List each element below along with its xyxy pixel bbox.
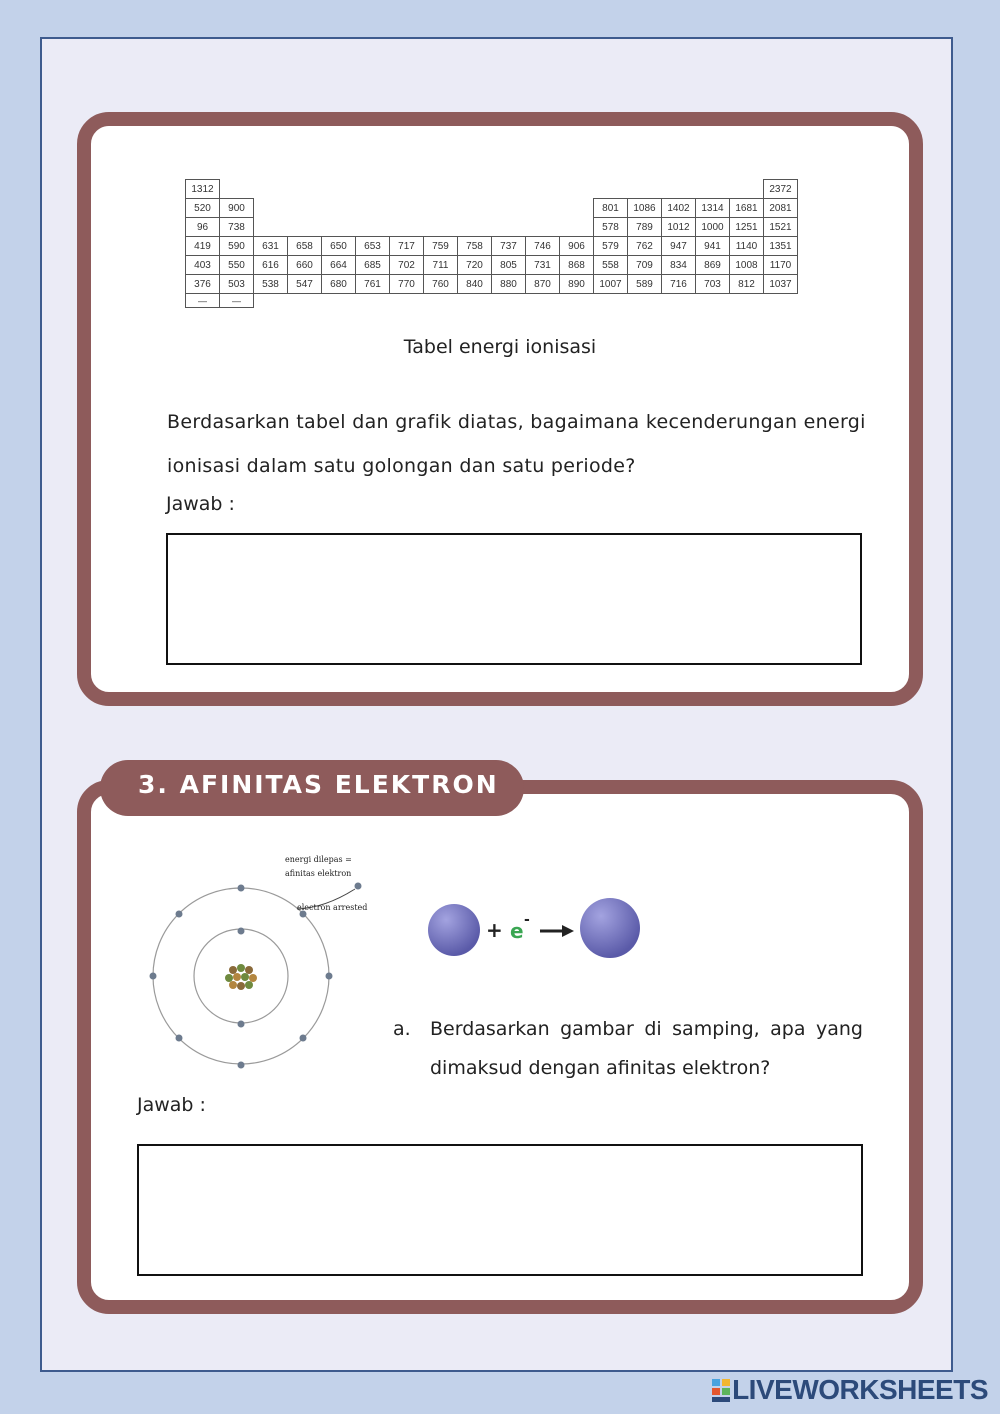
table-cell: 96 (186, 218, 220, 237)
table-row (186, 237, 798, 256)
table-cell: — (220, 294, 254, 308)
table-cell (424, 218, 458, 237)
table-cell (458, 294, 492, 308)
table-cell (662, 294, 696, 308)
table-cell: 650 (322, 237, 356, 256)
table-cell: 1012 (662, 218, 696, 237)
table-cell: 1314 (696, 199, 730, 218)
table-cell (288, 218, 322, 237)
table-cell: 664 (322, 256, 356, 275)
table-cell (424, 199, 458, 218)
table-cell: 1086 (628, 199, 662, 218)
table-cell: 1402 (662, 199, 696, 218)
table-cell: 869 (696, 256, 730, 275)
reaction-diagram (424, 892, 644, 966)
table-cell (390, 199, 424, 218)
table-cell: 1521 (764, 218, 798, 237)
table-cell: 870 (526, 275, 560, 294)
table-cell (288, 294, 322, 308)
table-cell (356, 294, 390, 308)
table-cell: 616 (254, 256, 288, 275)
table-cell (322, 199, 356, 218)
table-cell (730, 180, 764, 199)
electron-symbol: e (510, 919, 524, 943)
table-cell: 703 (696, 275, 730, 294)
answer-box-2[interactable] (137, 1144, 863, 1276)
table-cell (458, 218, 492, 237)
table-cell: 731 (526, 256, 560, 275)
table-cell (390, 294, 424, 308)
table-cell (594, 180, 628, 199)
table-cell: 631 (254, 237, 288, 256)
answer-label-1: Jawab : (166, 493, 235, 515)
table-cell (526, 180, 560, 199)
table-cell: 1351 (764, 237, 798, 256)
table-cell (254, 218, 288, 237)
table-cell (594, 294, 628, 308)
table-cell (288, 199, 322, 218)
question-a-text: Berdasarkan gambar di samping, apa yang dimaksud dengan afinitas elektron? (430, 1018, 863, 1079)
table-cell (696, 294, 730, 308)
table-cell (220, 180, 254, 199)
table-cell (254, 180, 288, 199)
table-cell (458, 180, 492, 199)
table-cell (424, 180, 458, 199)
table-cell: 738 (220, 218, 254, 237)
table-row (186, 218, 798, 237)
answer-box-1[interactable] (166, 533, 862, 665)
brand-logo (712, 1372, 988, 1408)
ionization-energy-table (185, 179, 798, 308)
table-cell: 685 (356, 256, 390, 275)
table-cell: 1681 (730, 199, 764, 218)
table-cell (560, 199, 594, 218)
table-cell: 760 (424, 275, 458, 294)
table-cell (730, 294, 764, 308)
question-a-marker: a. (393, 1018, 411, 1040)
table-row (186, 180, 798, 199)
table-cell (492, 294, 526, 308)
table-cell: 759 (424, 237, 458, 256)
table-cell: 762 (628, 237, 662, 256)
table-cell: 658 (288, 237, 322, 256)
brand-icon (712, 1377, 730, 1403)
question-1-text: Berdasarkan tabel dan grafik diatas, bagaimana kecenderungan energi ionisasi dalam satu golongan dan satu periode? (167, 411, 866, 477)
table-cell: — (186, 294, 220, 308)
table-cell: 578 (594, 218, 628, 237)
table-cell (492, 199, 526, 218)
table-cell (526, 199, 560, 218)
table-cell (458, 199, 492, 218)
table-cell: 1140 (730, 237, 764, 256)
table-cell: 770 (390, 275, 424, 294)
table-cell: 1170 (764, 256, 798, 275)
table-cell: 906 (560, 237, 594, 256)
table-row (186, 294, 798, 308)
table-cell: 579 (594, 237, 628, 256)
table-cell (628, 294, 662, 308)
table-cell: 717 (390, 237, 424, 256)
table-cell: 941 (696, 237, 730, 256)
atom-label-3: electron arrested (297, 903, 368, 912)
table-cell: 812 (730, 275, 764, 294)
table-cell: 1007 (594, 275, 628, 294)
anion-sphere (580, 898, 640, 958)
plus-sign: + (486, 918, 503, 942)
table-cell: 746 (526, 237, 560, 256)
table-cell: 1008 (730, 256, 764, 275)
table-cell: 403 (186, 256, 220, 275)
table-cell: 558 (594, 256, 628, 275)
table-cell (662, 180, 696, 199)
table-cell (526, 218, 560, 237)
table-cell (492, 218, 526, 237)
table-caption: Tabel energi ionisasi (403, 336, 597, 358)
table-cell (492, 180, 526, 199)
table-cell: 660 (288, 256, 322, 275)
table-cell: 737 (492, 237, 526, 256)
table-cell: 890 (560, 275, 594, 294)
table-cell: 720 (458, 256, 492, 275)
table-row (186, 256, 798, 275)
table-cell: 834 (662, 256, 696, 275)
brand-text: LIVEWORKSHEETS (732, 1374, 988, 1405)
section-tab (100, 760, 524, 816)
table-cell: 880 (492, 275, 526, 294)
atom-label-1: energi dilepas = (285, 855, 352, 864)
table-cell (390, 218, 424, 237)
table-cell (560, 218, 594, 237)
answer-label-2: Jawab : (137, 1094, 206, 1116)
table-cell: 900 (220, 199, 254, 218)
table-cell (526, 294, 560, 308)
table-cell: 716 (662, 275, 696, 294)
table-cell: 550 (220, 256, 254, 275)
table-cell: 947 (662, 237, 696, 256)
table-cell: 376 (186, 275, 220, 294)
atom-label-2: afinitas elektron (285, 869, 352, 878)
table-cell (322, 294, 356, 308)
table-cell (254, 199, 288, 218)
table-cell: 702 (390, 256, 424, 275)
atom-diagram (140, 848, 380, 1073)
table-cell: 419 (186, 237, 220, 256)
table-cell (356, 199, 390, 218)
table-cell: 590 (220, 237, 254, 256)
table-cell: 758 (458, 237, 492, 256)
table-cell (356, 218, 390, 237)
electron-charge: - (524, 912, 530, 928)
table-cell: 840 (458, 275, 492, 294)
table-cell (560, 180, 594, 199)
arrow-head (562, 925, 574, 937)
table-cell: 801 (594, 199, 628, 218)
neutral-atom-sphere (428, 904, 480, 956)
table-cell: 2081 (764, 199, 798, 218)
table-cell: 868 (560, 256, 594, 275)
table-cell: 547 (288, 275, 322, 294)
table-cell (560, 294, 594, 308)
inner-orbit (194, 929, 288, 1023)
table-cell: 789 (628, 218, 662, 237)
table-cell: 1251 (730, 218, 764, 237)
table-cell: 805 (492, 256, 526, 275)
table-cell (390, 180, 424, 199)
table-cell: 503 (220, 275, 254, 294)
table-cell: 680 (322, 275, 356, 294)
question-a (393, 1010, 863, 1088)
table-cell: 1000 (696, 218, 730, 237)
table-row (186, 275, 798, 294)
table-cell (322, 218, 356, 237)
table-cell (288, 180, 322, 199)
table-cell (254, 294, 288, 308)
table-cell (424, 294, 458, 308)
table-cell: 709 (628, 256, 662, 275)
table-cell: 711 (424, 256, 458, 275)
table-cell: 520 (186, 199, 220, 218)
table-cell (322, 180, 356, 199)
nucleus (225, 964, 257, 990)
section-title: 3. AFINITAS ELEKTRON (138, 770, 499, 799)
table-cell (356, 180, 390, 199)
table-cell: 653 (356, 237, 390, 256)
table-cell (628, 180, 662, 199)
table-cell: 589 (628, 275, 662, 294)
table-cell: 1312 (186, 180, 220, 199)
table-cell: 2372 (764, 180, 798, 199)
table-cell (764, 294, 798, 308)
table-cell (696, 180, 730, 199)
table-cell: 538 (254, 275, 288, 294)
table-cell: 761 (356, 275, 390, 294)
table-row (186, 199, 798, 218)
table-cell: 1037 (764, 275, 798, 294)
